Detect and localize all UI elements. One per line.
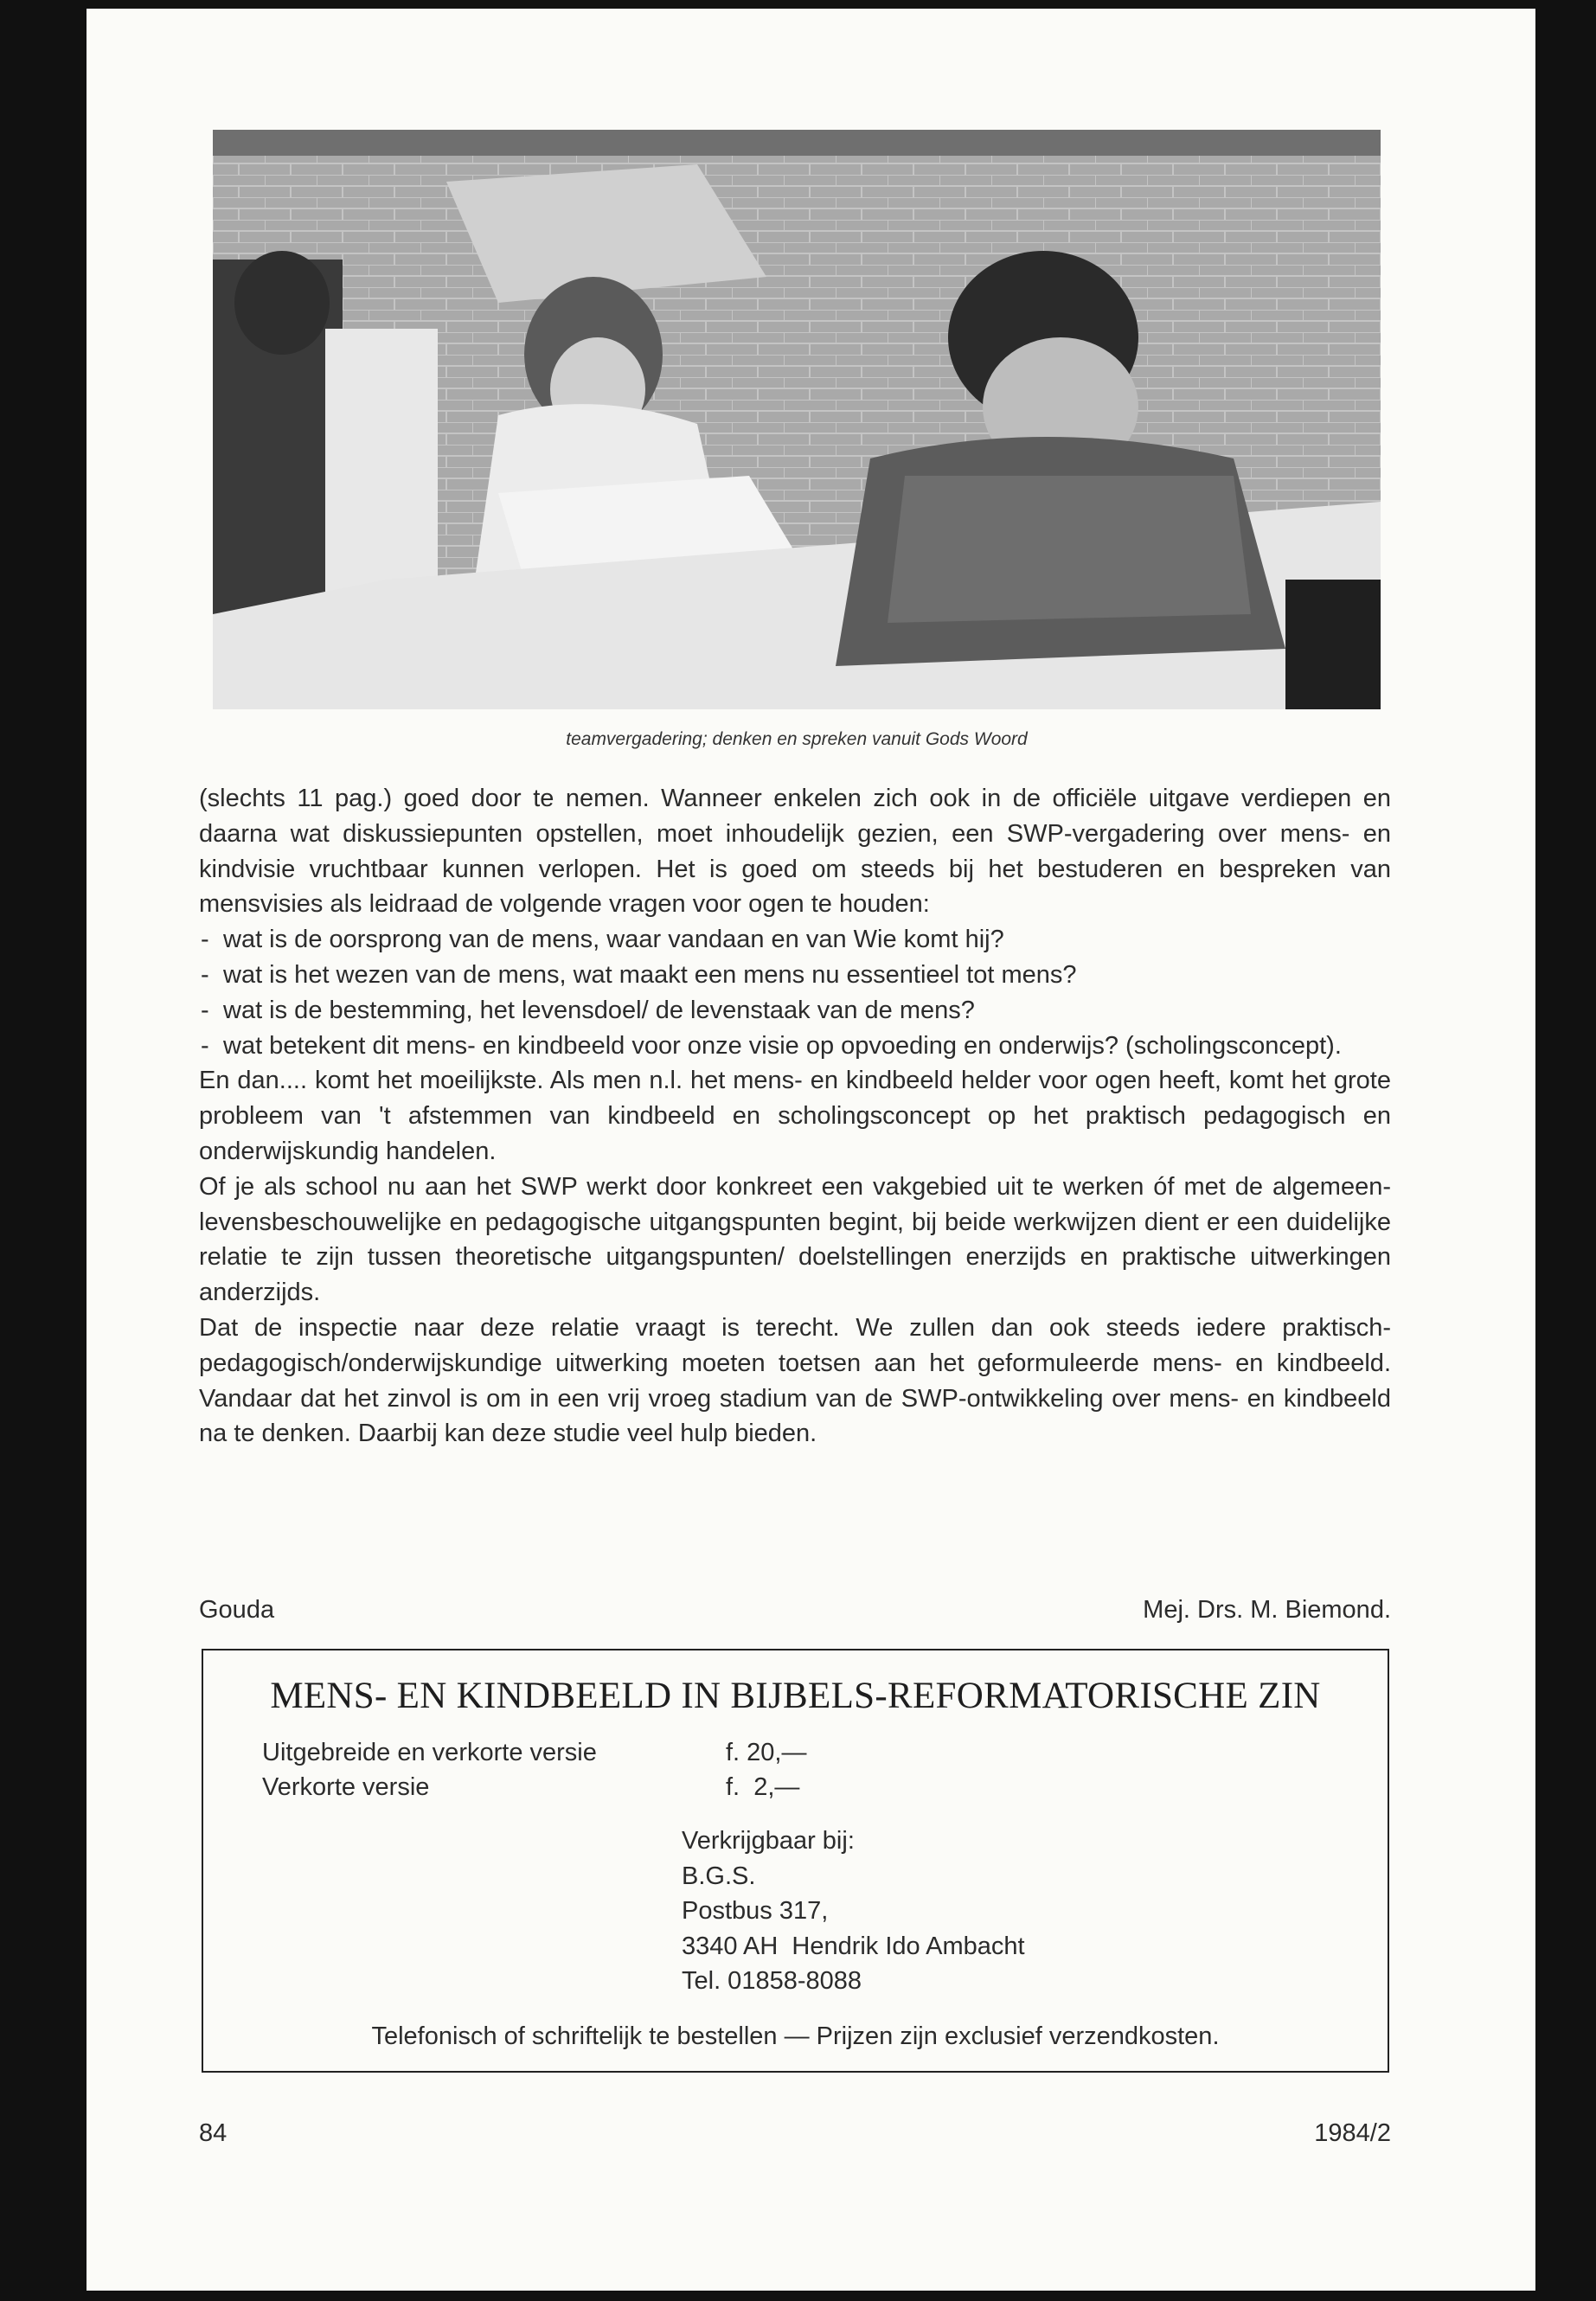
availability-heading: Verkrijgbaar bij: bbox=[682, 1827, 855, 1855]
article-body bbox=[199, 781, 1391, 1452]
availability-city: 3340 AH Hendrik Ido Ambacht bbox=[682, 1932, 1025, 1960]
price-label: Verkorte versie bbox=[262, 1773, 430, 1801]
photo-image bbox=[213, 130, 1381, 709]
availability-block bbox=[682, 1823, 1025, 1999]
meeting-photo bbox=[213, 130, 1381, 709]
issue-number: 1984/2 bbox=[1314, 2119, 1391, 2147]
price-label: Uitgebreide en verkorte versie bbox=[262, 1739, 597, 1766]
article-intro: (slechts 11 pag.) goed door te nemen. Wanneer enkelen zich ook in de officiële uitgave verdiepen en daarna wat diskussiepunten opstellen, moet inhoudelijk gezien, een SWP-vergadering over mens- en kindvisie vruchtbaar kunnen verlopen. Het is goed om steeds bij het bestuderen en bespreken van mensvisies als leidraad de volgende vragen voor ogen te houden: bbox=[199, 785, 1391, 919]
availability-phone: Tel. 01858-8088 bbox=[682, 1967, 862, 1995]
article-paragraph: Dat de inspectie naar deze relatie vraagt is terecht. We zullen dan ook steeds iedere praktisch-pedagogisch/onderwijskundige uitwerking moeten toetsen aan het geformuleerde mens- en kindbeeld. Vandaar dat het zinvol is om in een vrij vroeg stadium van de SWP-ontwikkeling over mens- en kindbeeld na te denken. Daarbij kan deze studie veel hulp bieden. bbox=[199, 1313, 1391, 1448]
article-paragraph: En dan.... komt het moeilijkste. Als men n.l. het mens- en kindbeeld helder voor ogen heeft, komt het grote probleem van 't afstemmen van kindbeeld en scholingsconcept op het praktisch pedagogisch en onderwijskundig handelen. bbox=[199, 1067, 1391, 1165]
photo-caption: teamvergadering; denken en spreken vanuit Gods Woord bbox=[566, 729, 1028, 749]
question-item: - wat is de oorsprong van de mens, waar vandaan en van Wie komt hij? bbox=[199, 922, 1391, 958]
question-list bbox=[199, 922, 1391, 1063]
signature-author: Mej. Drs. M. Biemond. bbox=[1143, 1596, 1391, 1624]
book-advert bbox=[202, 1649, 1389, 2073]
price-row bbox=[262, 1739, 807, 1767]
question-item: - wat is de bestemming, het levensdoel/ de levenstaak van de mens? bbox=[199, 993, 1391, 1029]
advert-footer: Telefonisch of schriftelijk te bestellen — Prijzen zijn exclusief verzendkosten. bbox=[371, 2022, 1220, 2050]
availability-pobox: Postbus 317, bbox=[682, 1897, 829, 1925]
signature-place: Gouda bbox=[199, 1596, 275, 1624]
price-amount: f. 2,— bbox=[726, 1773, 800, 1801]
advert-title: MENS- EN KINDBEELD IN BIJBELS-REFORMATORISCHE ZIN bbox=[270, 1676, 1321, 1716]
page-number: 84 bbox=[199, 2119, 228, 2147]
question-item: - wat is het wezen van de mens, wat maakt een mens nu essentieel tot mens? bbox=[199, 958, 1391, 993]
question-item: - wat betekent dit mens- en kindbeeld voor onze visie op opvoeding en onderwijs? (scholingsconcept). bbox=[199, 1029, 1391, 1064]
availability-org: B.G.S. bbox=[682, 1862, 756, 1890]
article-paragraph: Of je als school nu aan het SWP werkt door konkreet een vakgebied uit te werken óf met de algemeen-levensbeschouwelijke en pedagogische uitgangspunten begint, bij beide werkwijzen dient er een duidelijke relatie te zijn tussen theoretische uitgangspunten/ doelstellingen enerzijds en praktische uitwerkingen anderzijds. bbox=[199, 1172, 1391, 1307]
price-row bbox=[262, 1773, 799, 1802]
price-amount: f. 20,— bbox=[726, 1739, 807, 1766]
